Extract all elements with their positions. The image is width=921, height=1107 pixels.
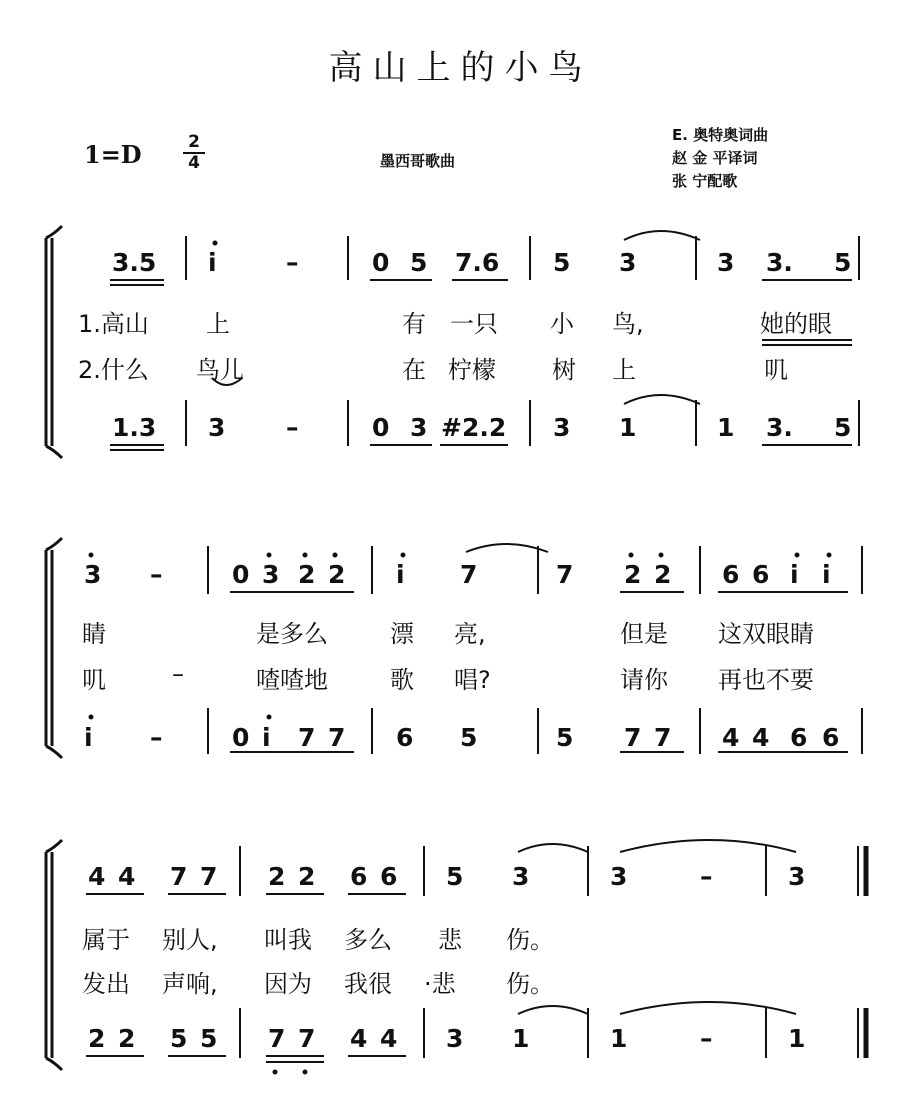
credit-composer: E. 奥特奥词曲 <box>672 126 769 144</box>
note: 6 <box>790 723 808 752</box>
note: 7 <box>170 862 188 891</box>
note: 2 <box>298 560 316 589</box>
note: 3. <box>766 248 793 277</box>
lyric: 是多么 <box>256 620 328 648</box>
credit-translator: 赵 金 平译词 <box>672 149 758 167</box>
lyric: 因为 <box>264 970 312 998</box>
barlines-system-1 <box>186 236 859 446</box>
note: 7 <box>556 560 574 589</box>
song-origin: 墨西哥歌曲 <box>380 152 456 170</box>
lyric: 小 <box>550 310 574 338</box>
note: 7 <box>460 560 478 589</box>
time-signature-bottom: 4 <box>183 152 205 173</box>
note: 7 <box>328 723 346 752</box>
note: 2 <box>298 862 316 891</box>
lyric: 悲 <box>438 926 462 954</box>
lyric: 2.什么 <box>78 356 149 384</box>
key-signature: 1=D <box>84 140 142 169</box>
lyric: 上 <box>612 356 636 384</box>
note: 4 <box>380 1024 398 1053</box>
lyric: 伤。 <box>506 970 554 998</box>
lyric: 请你 <box>620 666 668 694</box>
dash: – <box>700 1024 713 1053</box>
note: 7 <box>624 723 642 752</box>
note: 1.3 <box>112 413 157 442</box>
credit-arranger: 张 宁配歌 <box>672 172 738 190</box>
lyric: 睛 <box>82 620 106 648</box>
note: i <box>84 723 93 752</box>
dash: – <box>286 248 299 277</box>
lyric: 歌 <box>390 666 414 694</box>
note: 5 <box>460 723 478 752</box>
note: 5 <box>410 248 428 277</box>
note: 2 <box>88 1024 106 1053</box>
lyric: 再也不要 <box>718 666 814 694</box>
lyric: ·悲 <box>424 970 456 998</box>
note: 2 <box>268 862 286 891</box>
note: 1 <box>717 413 735 442</box>
note: 3 <box>717 248 735 277</box>
lyric: 一只 <box>450 310 498 338</box>
lyric: – <box>172 660 184 688</box>
lyric: 喳喳地 <box>256 666 328 694</box>
note: 7 <box>654 723 672 752</box>
note: 0 <box>232 560 250 589</box>
lyric: 发出 <box>82 970 130 998</box>
note: 3 <box>512 862 530 891</box>
lyric: 1.高山 <box>78 310 149 338</box>
dash: – <box>150 560 163 589</box>
note: 4 <box>752 723 770 752</box>
note: 3 <box>446 1024 464 1053</box>
lyric: 有 <box>402 310 426 338</box>
note: i <box>208 248 217 277</box>
lyric: 属于 <box>82 926 130 954</box>
note: 6 <box>822 723 840 752</box>
note: 3 <box>553 413 571 442</box>
beams <box>86 280 852 1062</box>
lyric: 漂 <box>390 620 414 648</box>
note: 6 <box>350 862 368 891</box>
song-title: 高山上的小鸟 <box>328 48 593 88</box>
lyric: 她的眼 <box>760 310 832 338</box>
lyric: 鸟儿 <box>196 356 244 384</box>
note: 6 <box>752 560 770 589</box>
barlines-system-2 <box>208 546 862 754</box>
lyric: 柠檬 <box>448 356 496 384</box>
note: 4 <box>722 723 740 752</box>
lyric: 鸟, <box>612 310 644 338</box>
note: i <box>790 560 799 589</box>
note: 0 <box>232 723 250 752</box>
barlines-system-3 <box>240 846 866 1058</box>
dash: – <box>150 723 163 752</box>
lyric: 伤。 <box>506 926 554 954</box>
note: #2.2 <box>441 413 507 442</box>
note: 3 <box>788 862 806 891</box>
note: 5 <box>170 1024 188 1053</box>
note: i <box>262 723 271 752</box>
note: 5 <box>834 248 852 277</box>
system-brackets <box>46 226 62 1070</box>
note: 0 <box>372 413 390 442</box>
note: 7 <box>200 862 218 891</box>
note: 5 <box>446 862 464 891</box>
note: 3 <box>610 862 628 891</box>
lyric: 但是 <box>620 620 668 648</box>
lyric: 叫我 <box>264 926 312 954</box>
dash: – <box>700 862 713 891</box>
note: 2 <box>654 560 672 589</box>
note: 3.5 <box>112 248 157 277</box>
note: 2 <box>328 560 346 589</box>
note: 7 <box>298 1024 316 1053</box>
note: 1 <box>619 413 637 442</box>
dash: – <box>286 413 299 442</box>
note: 7.6 <box>455 248 500 277</box>
lyric: 这双眼睛 <box>718 620 814 648</box>
note: 4 <box>350 1024 368 1053</box>
note: 3 <box>619 248 637 277</box>
note: 6 <box>722 560 740 589</box>
note: 7 <box>268 1024 286 1053</box>
lyric: 树 <box>552 356 576 384</box>
note: 7 <box>298 723 316 752</box>
note: 4 <box>88 862 106 891</box>
ties <box>212 231 796 1014</box>
note: 4 <box>118 862 136 891</box>
note: 5 <box>834 413 852 442</box>
note: 2 <box>118 1024 136 1053</box>
note: 5 <box>200 1024 218 1053</box>
note: 5 <box>553 248 571 277</box>
note: 3 <box>410 413 428 442</box>
note: i <box>396 560 405 589</box>
note: 6 <box>396 723 414 752</box>
time-signature-top: 2 <box>188 132 200 152</box>
lyric: 唱? <box>454 666 491 694</box>
note: 6 <box>380 862 398 891</box>
lyric: 叽 <box>764 356 788 384</box>
lyric: 亮, <box>454 620 486 648</box>
note: 3. <box>766 413 793 442</box>
note: 0 <box>372 248 390 277</box>
lyric: 上 <box>206 310 230 338</box>
note: 1 <box>610 1024 628 1053</box>
note: 3 <box>208 413 226 442</box>
lyric: 我很 <box>344 970 392 998</box>
lyric: 在 <box>402 356 426 384</box>
note: 3 <box>262 560 280 589</box>
note: 2 <box>624 560 642 589</box>
note: 1 <box>512 1024 530 1053</box>
note: 1 <box>788 1024 806 1053</box>
note: 3 <box>84 560 102 589</box>
note: 5 <box>556 723 574 752</box>
lyric: 多么 <box>344 926 392 954</box>
lyric: 别人, <box>162 926 218 954</box>
lyric: 声响, <box>162 970 218 998</box>
octave-dots <box>89 241 832 1075</box>
lyric: 叽 <box>82 666 106 694</box>
note: i <box>822 560 831 589</box>
